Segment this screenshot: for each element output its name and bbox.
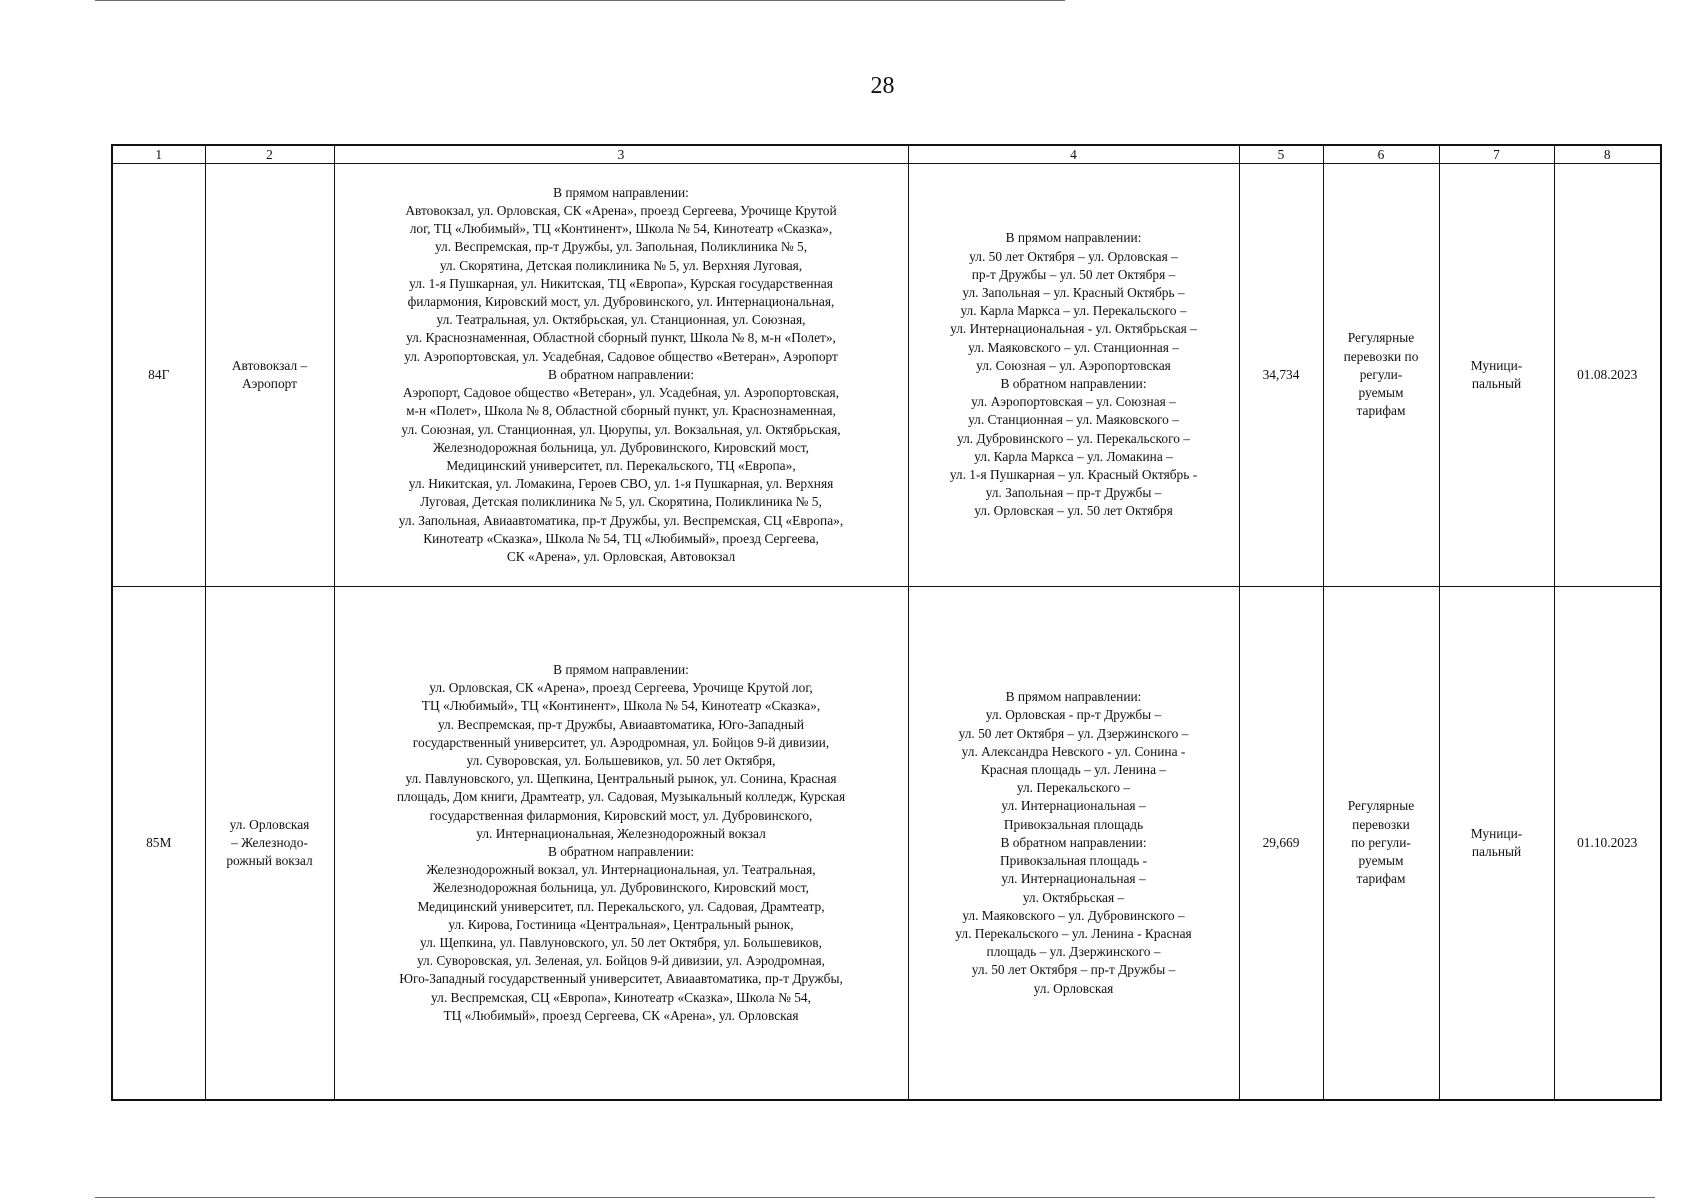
column-header: 3 (334, 145, 908, 164)
cell-line: ул. Станционная – ул. Маяковского – (968, 412, 1179, 428)
cell-line: ул. Орловская – ул. 50 лет Октября (974, 503, 1173, 519)
cell-line: Кинотеатр «Сказка», Школа № 54, ТЦ «Любимый», проезд Сергеева, (423, 530, 819, 546)
cell-line: регули- (1359, 366, 1403, 382)
cell-line: руемым (1358, 385, 1404, 401)
cell-line: ул. Перекальского – ул. Ленина - Красная (955, 925, 1192, 941)
cell-line: ул. Запольная, Авиаавтоматика, пр-т Дружбы, ул. Веспремская, СЦ «Европа», (398, 512, 844, 528)
cell-line: ул. 1-я Пушкарная – ул. Красный Октябрь - (949, 467, 1198, 483)
cell-line: по регули- (1351, 834, 1411, 850)
cell-line: ул. Маяковского – ул. Дубровинского – (962, 907, 1185, 923)
route-date: 01.10.2023 (1554, 587, 1661, 1101)
cell-line: ул. Дубровинского – ул. Перекальского – (957, 430, 1190, 446)
cell-line: В прямом направлении: (553, 661, 689, 677)
cell-line: ул. Интернациональная – (1001, 798, 1146, 814)
cell-line: ул. Аэропортовская, ул. Усадебная, Садовое общество «Ветеран», Аэропорт (404, 348, 838, 364)
cell-line: Аэропорт (241, 376, 298, 391)
route-stops (334, 587, 908, 1101)
scan-edge-bottom (95, 1197, 1655, 1198)
cell-line: ул. Союзная, ул. Станционная, ул. Цюрупы, ул. Вокзальная, ул. Октябрьская, (401, 421, 841, 437)
cell-line: В обратном направлении: (1000, 834, 1147, 850)
cell-line: Железнодорожная больница, ул. Дубровинского, Кировский мост, (432, 880, 809, 896)
cell-line: Автовокзал, ул. Орловская, СК «Арена», проезд Сергеева, Урочище Крутой (405, 203, 837, 219)
cell-line: ул. Суворовская, ул. Зеленая, ул. Бойцов 9-й дивизии, ул. Аэродромная, (416, 953, 826, 969)
cell-line: ул. Веспремская, пр-т Дружбы, Авиаавтоматика, Юго-Западный (437, 716, 805, 732)
column-header: 8 (1554, 145, 1661, 164)
cell-line: В прямом направлении: (1005, 230, 1142, 246)
route-streets (908, 587, 1239, 1101)
cell-line: ул. Орловская, СК «Арена», проезд Сергеева, Урочище Крутой лог, (429, 680, 813, 696)
cell-line: Юго-Западный государственный университет, Авиаавтоматика, пр-т Дружбы, (399, 971, 843, 987)
cell-line: руемым (1358, 853, 1404, 869)
route-stops (334, 164, 908, 587)
cell-line: В обратном направлении: (1000, 376, 1147, 391)
cell-line: ул. Суворовская, ул. Большевиков, ул. 50 лет Октября, (466, 752, 776, 768)
cell-line: ТЦ «Любимый», ТЦ «Континент», Школа № 54, Кинотеатр «Сказка», (421, 698, 821, 714)
cell-line: ул. Веспремская, пр-т Дружбы, ул. Запольная, Поликлиника № 5, (434, 239, 808, 255)
cell-line: ул. Карла Маркса – ул. Перекальского – (960, 303, 1187, 319)
cell-line: Аэропорт, Садовое общество «Ветеран», ул. Усадебная, ул. Аэропортовская, (402, 385, 840, 401)
scan-edge-top (95, 0, 1065, 1)
cell-line: ТЦ «Любимый», проезд Сергеева, СК «Арена», ул. Орловская (443, 1007, 799, 1023)
cell-line: В обратном направлении: (547, 366, 695, 382)
column-header: 6 (1323, 145, 1439, 164)
routes-table (111, 144, 1662, 1101)
cell-line: ул. Карла Маркса – ул. Ломакина – (974, 448, 1173, 464)
table-row (112, 164, 1661, 587)
cell-line: ул. Запольная – ул. Красный Октябрь – (962, 284, 1185, 300)
cell-line: филармония, Кировский мост, ул. Дубровинского, ул. Интернациональная, (407, 294, 835, 310)
cell-line: Медицинский университет, пл. Перекальского, ТЦ «Европа», (446, 457, 796, 473)
cell-line: ул. Орловская - пр-т Дружбы – (985, 707, 1162, 723)
cell-line: ул. 50 лет Октября – пр-т Дружбы – (971, 962, 1176, 978)
table-row (112, 587, 1661, 1101)
cell-line: Муници- (1470, 357, 1523, 373)
route-streets (908, 164, 1239, 587)
cell-line: государственный университет, ул. Аэродромная, ул. Бойцов 9-й дивизии, (412, 734, 830, 750)
cell-line: ул. Орловская (1033, 980, 1114, 996)
cell-line: ул. Союзная – ул. Аэропортовская (976, 357, 1171, 373)
route-name (205, 164, 334, 587)
cell-line: ул. Никитская, ул. Ломакина, Героев СВО, ул. 1-я Пушкарная, ул. Верхняя (408, 476, 834, 492)
cell-line: ул. Маяковского – ул. Станционная – (968, 339, 1179, 355)
cell-line: Луговая, Детская поликлиника № 5, ул. Скорятина, Поликлиника № 5, (420, 494, 822, 510)
route-number: 84Г (112, 164, 205, 587)
cell-line: ул. Аэропортовская – ул. Союзная – (971, 394, 1176, 410)
cell-line: государственная филармония, Кировский мост, ул. Дубровинского, (429, 807, 813, 823)
cell-line: – Железнодо- (231, 834, 308, 850)
cell-line: пальный (1471, 376, 1522, 391)
cell-line: ул. Павлуновского, ул. Щепкина, Центральный рынок, ул. Сонина, Красная (405, 771, 837, 787)
column-header: 5 (1239, 145, 1323, 164)
cell-line: пальный (1471, 844, 1522, 859)
cell-line: Муници- (1470, 825, 1523, 841)
table-header-row (112, 145, 1661, 164)
cell-line: В обратном направлении: (547, 844, 695, 859)
cell-line: Автовокзал – (231, 357, 308, 373)
cell-line: перевозки (1352, 816, 1410, 832)
cell-line: ул. Интернациональная, Железнодорожный вокзал (476, 825, 766, 841)
transport-type (1323, 164, 1439, 587)
cell-line: ул. Интернациональная – (1001, 871, 1146, 887)
page-number: 28 (870, 73, 895, 99)
cell-line: ул. 50 лет Октября – ул. Орловская – (969, 248, 1178, 264)
cell-line: ул. Скорятина, Детская поликлиника № 5, ул. Верхняя Луговая, (439, 257, 803, 273)
cell-line: ул. Щепкина, ул. Павлуновского, ул. 50 лет Октября, ул. Большевиков, (420, 935, 822, 951)
column-header: 4 (908, 145, 1239, 164)
route-length: 29,669 (1239, 587, 1323, 1101)
cell-line: м-н «Полет», Школа № 8, Областной сборный пункт, ул. Краснознаменная, (406, 403, 836, 419)
transport-type (1323, 587, 1439, 1101)
cell-line: площадь – ул. Дзержинского – (986, 944, 1161, 960)
cell-line: ул. Орловская (229, 816, 310, 832)
cell-line: ул. Александра Невского - ул. Сонина - (961, 743, 1186, 759)
cell-line: пр-т Дружбы – ул. 50 лет Октября – (971, 266, 1176, 282)
cell-line: перевозки по (1343, 348, 1419, 364)
cell-line: Регулярные (1347, 798, 1415, 814)
route-name (205, 587, 334, 1101)
cell-line: площадь, Дом книги, Драмтеатр, ул. Садовая, Музыкальный колледж, Курская (396, 789, 846, 805)
column-header: 7 (1439, 145, 1554, 164)
column-header: 1 (112, 145, 205, 164)
cell-line: рожный вокзал (226, 853, 313, 869)
cell-line: Железнодорожная больница, ул. Дубровинского, Кировский мост, (432, 439, 809, 455)
cell-line: ул. Краснознаменная, Областной сборный пункт, Школа № 8, м-н «Полет», (406, 330, 836, 346)
route-kind (1439, 587, 1554, 1101)
cell-line: ул. Кирова, Гостиница «Центральная», Центральный рынок, (448, 916, 794, 932)
route-date: 01.08.2023 (1554, 164, 1661, 587)
cell-line: В прямом направлении: (1005, 689, 1142, 705)
cell-line: ул. Веспремская, СЦ «Европа», Кинотеатр «Сказка», Школа № 54, (431, 989, 811, 1005)
cell-line: тарифам (1356, 403, 1406, 419)
cell-line: ул. Интернациональная - ул. Октябрьская – (950, 321, 1197, 337)
cell-line: тарифам (1356, 871, 1406, 887)
cell-line: ул. Октябрьская – (1022, 889, 1125, 905)
cell-line: СК «Арена», ул. Орловская, Автовокзал (506, 548, 736, 564)
cell-line: ул. Театральная, ул. Октябрьская, ул. Станционная, ул. Союзная, (436, 312, 806, 328)
cell-line: ул. 50 лет Октября – ул. Дзержинского – (958, 725, 1189, 741)
cell-line: Красная площадь – ул. Ленина – (980, 762, 1167, 778)
cell-line: В прямом направлении: (553, 184, 689, 200)
cell-line: Железнодорожный вокзал, ул. Интернациональная, ул. Театральная, (426, 862, 816, 878)
cell-line: Привокзальная площадь - (999, 853, 1148, 869)
route-length: 34,734 (1239, 164, 1323, 587)
cell-line: лог, ТЦ «Любимый», ТЦ «Континент», Школа № 54, Кинотеатр «Сказка», (409, 221, 833, 237)
cell-line: ул. Запольная – пр-т Дружбы – (985, 485, 1162, 501)
route-kind (1439, 164, 1554, 587)
cell-line: ул. 1-я Пушкарная, ул. Никитская, ТЦ «Европа», Курская государственная (409, 275, 833, 291)
cell-line: ул. Перекальского – (1016, 780, 1131, 796)
route-number: 85М (112, 587, 205, 1101)
cell-line: Привокзальная площадь (1003, 816, 1144, 832)
cell-line: Медицинский университет, пл. Перекальского, ул. Садовая, Драмтеатр, (417, 898, 825, 914)
column-header: 2 (205, 145, 334, 164)
cell-line: Регулярные (1347, 330, 1415, 346)
